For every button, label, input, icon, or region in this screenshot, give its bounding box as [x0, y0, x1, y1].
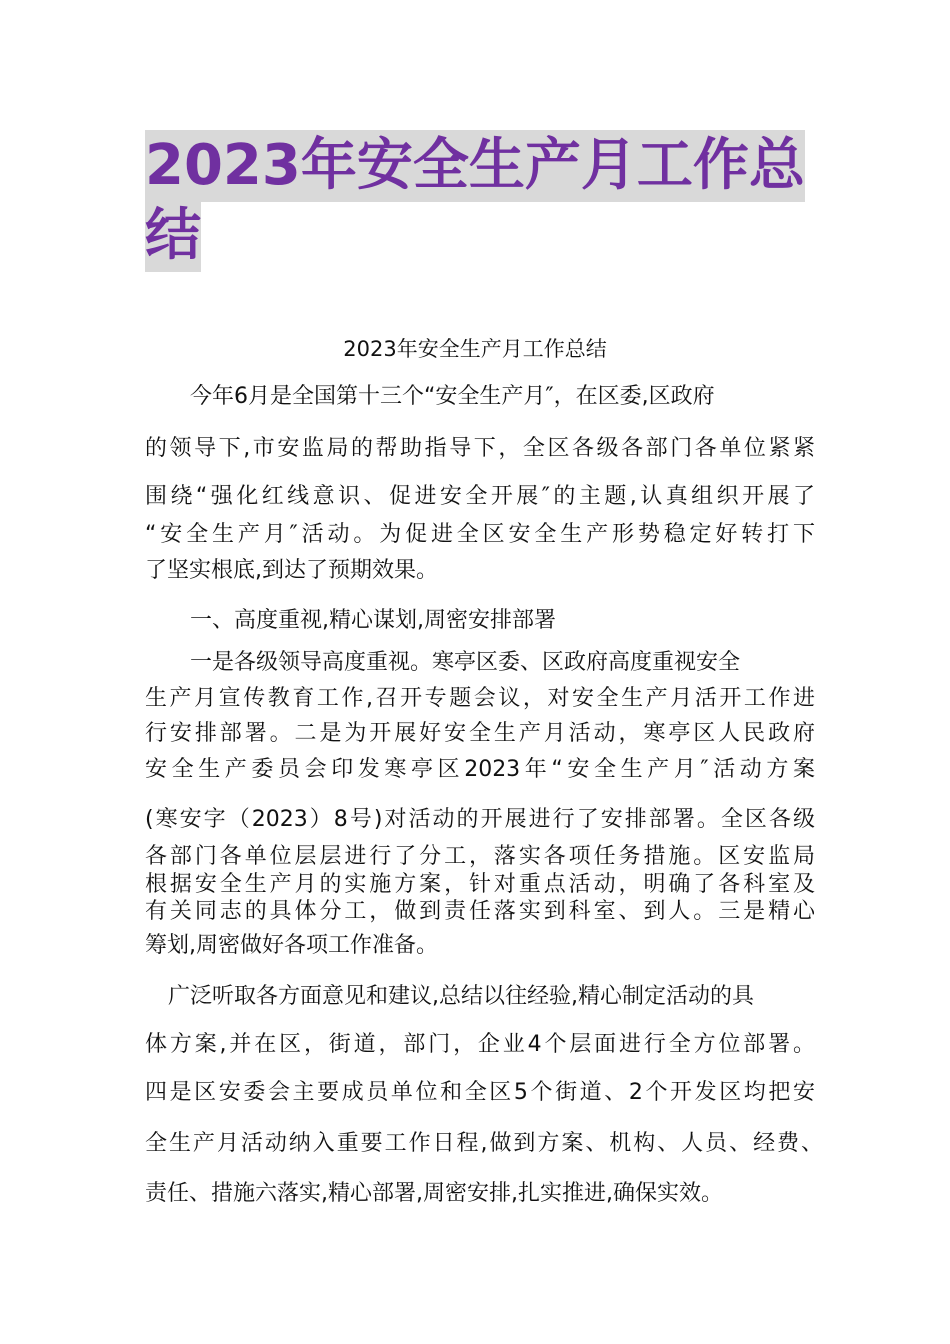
paragraph-1-line: 了坚实根底,到达了预期效果。	[145, 558, 438, 583]
paragraph-2-line: 有关同志的具体分工，做到责任落实到科室、到人。三是精心	[145, 899, 815, 924]
paragraph-3-line: 广泛听取各方面意见和建议,总结以往经验,精心制定活动的具	[168, 984, 754, 1009]
paragraph-1-line: 围绕“强化红线意识、促进安全开展″的主题,认真组织开展了	[145, 484, 815, 509]
paragraph-2-line: (寒安字（2023）8号)对活动的开展进行了安排部署。全区各级	[145, 807, 815, 832]
paragraph-3-line: 体方案,并在区，街道，部门，企业4个层面进行全方位部署。	[145, 1032, 815, 1057]
paragraph-2-line: 一是各级领导高度重视。寒亭区委、区政府高度重视安全	[190, 650, 741, 675]
section-heading: 一、高度重视,精心谋划,周密安排部署	[190, 608, 556, 633]
document-title: 2023年安全生产月工作总结	[343, 337, 607, 361]
paragraph-2-line: 行安排部署。二是为开展好安全生产月活动，寒亭区人民政府	[145, 721, 815, 746]
paragraph-2-line: 生产月宣传教育工作,召开专题会议，对安全生产月活开工作进	[145, 686, 815, 711]
paragraph-3-line: 全生产月活动纳入重要工作日程,做到方案、机构、人员、经费、	[145, 1131, 823, 1156]
paragraph-2-line: 筹划,周密做好各项工作准备。	[145, 933, 438, 958]
paragraph-1-line: 的领导下,市安监局的帮助指导下，全区各级各部门各单位紧紧	[145, 436, 815, 461]
paragraph-1-line: 今年6月是全国第十三个“安全生产月″，在区委,区政府	[190, 384, 715, 409]
paragraph-3-line: 责任、措施六落实,精心部署,周密安排,扎实推进,确保实效。	[145, 1181, 723, 1206]
main-title-line-2: 结	[145, 200, 201, 272]
main-title-line-1: 2023年安全生产月工作总	[145, 130, 805, 202]
paragraph-2-line: 各部门各单位层层进行了分工，落实各项任务措施。区安监局	[145, 844, 815, 869]
paragraph-3-line: 四是区安委会主要成员单位和全区5个街道、2个开发区均把安	[145, 1080, 815, 1105]
paragraph-2-line: 根据安全生产月的实施方案，针对重点活动，明确了各科室及	[145, 872, 815, 897]
paragraph-2-line: 安全生产委员会印发寒亭区2023年“安全生产月″活动方案	[145, 757, 815, 782]
paragraph-1-line: “安全生产月″活动。为促进全区安全生产形势稳定好转打下	[145, 522, 815, 547]
